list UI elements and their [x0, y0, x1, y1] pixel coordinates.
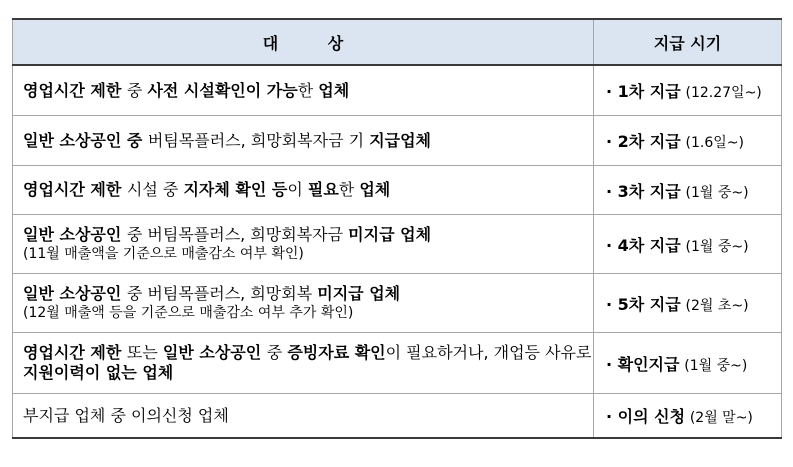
target-text-segment: 일반 소상공인	[162, 343, 267, 362]
target-text-segment: 한	[338, 180, 360, 199]
target-text-segment: 부지급 업체 중 이의신청 업체	[23, 405, 229, 425]
table-row	[13, 333, 782, 394]
target-text-segment: 영업시간 제한	[23, 343, 127, 362]
table-row	[13, 116, 782, 166]
table-header-row	[13, 19, 782, 65]
table-row	[13, 215, 782, 274]
target-text-segment: 일반 소상공인 중	[23, 130, 148, 150]
timing-date: (2월 초~)	[685, 297, 749, 314]
target-text	[23, 406, 229, 425]
target-cell	[13, 116, 594, 166]
table-row	[13, 274, 782, 333]
payment-schedule-table	[12, 18, 782, 439]
target-cell	[13, 274, 594, 333]
target-text	[23, 180, 390, 199]
target-text	[23, 284, 400, 303]
target-note: (11월 매출액을 기준으로 매출감소 여부 확인)	[23, 246, 304, 262]
target-cell	[13, 65, 594, 116]
target-cell	[13, 166, 594, 215]
timing-cell	[594, 65, 782, 116]
timing-date: (1월 중~)	[685, 184, 749, 201]
table-row	[13, 166, 782, 215]
target-text-segment: 사전 시설확인이 가능	[147, 80, 298, 100]
header-timing: 지급 시기	[594, 19, 782, 65]
timing-stage: · 1차 지급	[606, 82, 681, 101]
timing-stage: · 3차 지급	[606, 181, 681, 201]
target-text-segment: 지급업체	[369, 130, 432, 150]
target-text-segment: 일반 소상공인	[23, 284, 127, 303]
target-text-segment: 버팀목플러스, 희망회복자금 기	[147, 130, 370, 150]
target-text-segment: 일반 소상공인	[23, 225, 127, 244]
target-text	[23, 343, 591, 382]
timing-stage: · 2차 지급	[606, 132, 681, 151]
target-text-segment: 영업시간 제한	[23, 80, 127, 100]
timing-date: (1.6일~)	[685, 135, 744, 151]
target-text-segment: 미지급 업체	[348, 225, 432, 244]
target-text-segment: 업체	[318, 80, 350, 100]
timing-cell	[594, 333, 782, 394]
target-text-segment: 또는	[126, 343, 163, 362]
target-text-segment: 중 버팀목플러스, 희망회복	[126, 284, 318, 303]
table-row	[13, 65, 782, 116]
target-text-segment: 이	[287, 180, 308, 199]
target-text-segment: 미지급 업체	[317, 284, 401, 303]
target-text	[23, 131, 431, 150]
target-text-segment: 업체	[359, 180, 391, 199]
target-text-segment: 이 필요하거나, 개업등 사유로	[385, 343, 592, 362]
target-cell	[13, 215, 594, 274]
target-text-segment: 영업시간 제한	[23, 180, 127, 199]
target-cell	[13, 394, 594, 439]
timing-stage: · 이의 신청	[606, 407, 686, 426]
timing-stage: · 확인지급	[606, 354, 680, 374]
target-text-segment: 지자체 확인 등	[183, 180, 288, 199]
target-note: (12월 매출액 등을 기준으로 매출감소 여부 추가 확인)	[23, 305, 354, 321]
target-text-segment: 중	[266, 343, 288, 362]
timing-stage: · 5차 지급	[606, 294, 681, 314]
target-text	[23, 225, 431, 244]
target-text-segment: 중	[126, 80, 148, 100]
timing-cell	[594, 166, 782, 215]
target-text-segment: 한	[297, 80, 319, 100]
timing-cell	[594, 215, 782, 274]
timing-cell	[594, 394, 782, 439]
timing-cell	[594, 116, 782, 166]
target-text-segment: 시설 중	[126, 180, 184, 199]
target-text	[23, 81, 349, 100]
timing-date: (2월 말~)	[689, 410, 753, 426]
timing-date: (1월 중~)	[684, 357, 748, 374]
target-text-segment: 필요	[307, 180, 339, 199]
timing-stage: · 4차 지급	[606, 235, 681, 255]
header-target: 대 상	[13, 19, 594, 65]
timing-cell	[594, 274, 782, 333]
timing-date: (12.27일~)	[685, 85, 762, 101]
timing-date: (1월 중~)	[685, 238, 749, 255]
target-text-segment: 지원이력이 없는 업체	[23, 363, 174, 382]
target-text-segment: 중 버팀목플러스, 희망회복자금	[126, 225, 349, 244]
target-text-segment: 증빙자료 확인	[287, 343, 386, 362]
table-row	[13, 394, 782, 439]
target-cell	[13, 333, 594, 394]
